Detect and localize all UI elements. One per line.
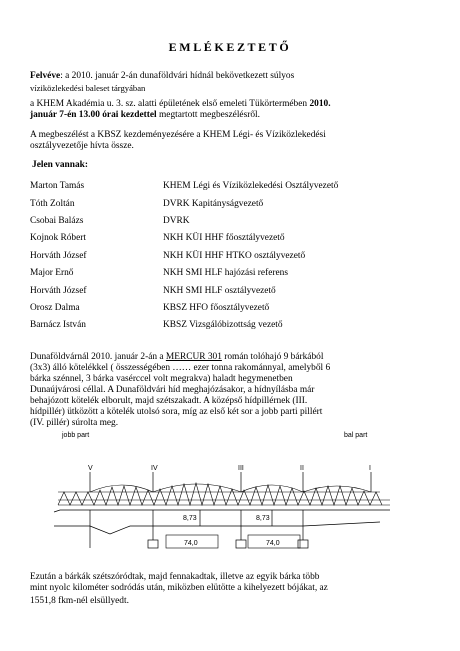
bridge-truss	[58, 483, 390, 505]
attendee-role: NKH KÜI HHF HTKO osztályvezető	[163, 251, 306, 261]
attendees-heading: Jelen vannak:	[32, 160, 88, 170]
closing-line-3: 1551,8 fkm-nél elsüllyedt.	[30, 596, 129, 606]
closing-line-1: Ezután a bárkák szétszóródtak, majd fennakadtak, illetve az egyik bárka több	[30, 572, 320, 582]
intro-line-4	[30, 110, 260, 121]
pier-label: I	[369, 465, 371, 472]
river-bed	[54, 510, 390, 548]
attendee-role: NKH SMI HLF osztályvezető	[163, 286, 276, 296]
span-label: 74,0	[184, 540, 198, 547]
para2-line-2: osztályvezetője hívta össze.	[30, 141, 134, 151]
vessel-name: MERCUR 301	[165, 352, 222, 362]
intro-line-3	[30, 99, 331, 110]
attendee-role: DVRK Kapitányságvezető	[163, 199, 264, 209]
intro-line-2: víziközlekedési baleset tárgyában	[30, 83, 146, 93]
intro-location: a KHEM Akadémia u. 3. sz. alatti épületének első emeleti Tükörtermében	[30, 99, 310, 109]
attendee-name: Horváth József	[30, 286, 87, 296]
accident-line-1	[30, 352, 323, 363]
accident-line-4: Dunaújvárosi céllal. A Dunaföldvári híd meghajózásakor, a hídnyílásba már	[30, 385, 315, 395]
attendee-role: DVRK	[163, 216, 190, 226]
accident-text: román tolóhajó 9 bárkából	[221, 352, 324, 362]
pier-label: IV	[151, 465, 158, 472]
attendee-role: KBSZ HFO főosztályvezető	[163, 303, 270, 313]
accident-line-2: (3x3) álló kötelékkel ( összességében …… ezer tonna rakománnyal, amelyből 6	[30, 363, 331, 373]
pier-label: III	[238, 465, 244, 472]
intro-meeting: megtartott megbeszélésről.	[156, 110, 260, 120]
closing-line-2: mint nyolc kilométer sodródás után, miközben elütötte a kihelyezett bójákat, az	[30, 583, 328, 593]
pier-label: V	[88, 465, 93, 472]
attendee-name: Marton Tamás	[30, 181, 85, 191]
span-label: 74,0	[266, 540, 280, 547]
clearance-label: 8,73	[256, 515, 270, 522]
accident-line-6: hídpillér) ütközött a kötelék utolsó sora, míg az első két sor a jobb parti pillért	[30, 407, 323, 417]
para2-line-1: A megbeszélést a KBSZ kezdeményezésére a KHEM Légi- és Víziközlekedési	[30, 130, 326, 140]
attendee-name: Orosz Dalma	[30, 303, 80, 313]
clearance-label: 8,73	[183, 515, 197, 522]
right-bank-label: jobb part	[62, 432, 90, 439]
attendee-role: NKH SMI HLF hajózási referens	[163, 268, 288, 278]
attendee-role: KBSZ Vizsgálóbizottság vezető	[163, 320, 283, 330]
intro-year: 2010.	[309, 99, 331, 109]
intro-datetime: január 7-én 13.00 órai kezdettel	[30, 110, 157, 120]
left-bank-label: bal part	[344, 432, 368, 439]
attendee-name: Kojnok Róbert	[30, 233, 86, 243]
bridge-diagram	[50, 430, 410, 560]
accident-line-7: (IV. pillér) súrolta meg.	[30, 418, 119, 428]
attendee-name: Horváth József	[30, 251, 87, 261]
felveve-label: Felvéve	[30, 71, 61, 81]
accident-line-3: bárka szénnel, 3 bárka vasérccel volt megrakva) haladt hegymenetben	[30, 374, 293, 384]
intro-line-1	[30, 71, 434, 82]
attendee-role: KHEM Légi és Víziközlekedési Osztályvezető	[163, 181, 339, 191]
attendee-name: Barnácz István	[30, 320, 86, 330]
accident-text: Dunaföldvárnál 2010. január 2-án a	[30, 352, 166, 362]
pier-label: II	[300, 465, 304, 472]
attendee-name: Csobai Balázs	[30, 216, 84, 226]
document-title: EMLÉKEZTETŐ	[168, 40, 292, 54]
accident-line-5: behajózott kötelék elborult, majd szétszakadt. A középső hídpillérnek (III.	[30, 396, 308, 406]
attendee-name: Major Ernő	[30, 268, 74, 278]
felveve-text: : a 2010. január 2-án dunaföldvári hídnál bekövetkezett súlyos	[60, 71, 295, 81]
attendee-role: NKH KÜI HHF főosztályvezető	[163, 233, 285, 243]
attendee-name: Tóth Zoltán	[30, 199, 75, 209]
